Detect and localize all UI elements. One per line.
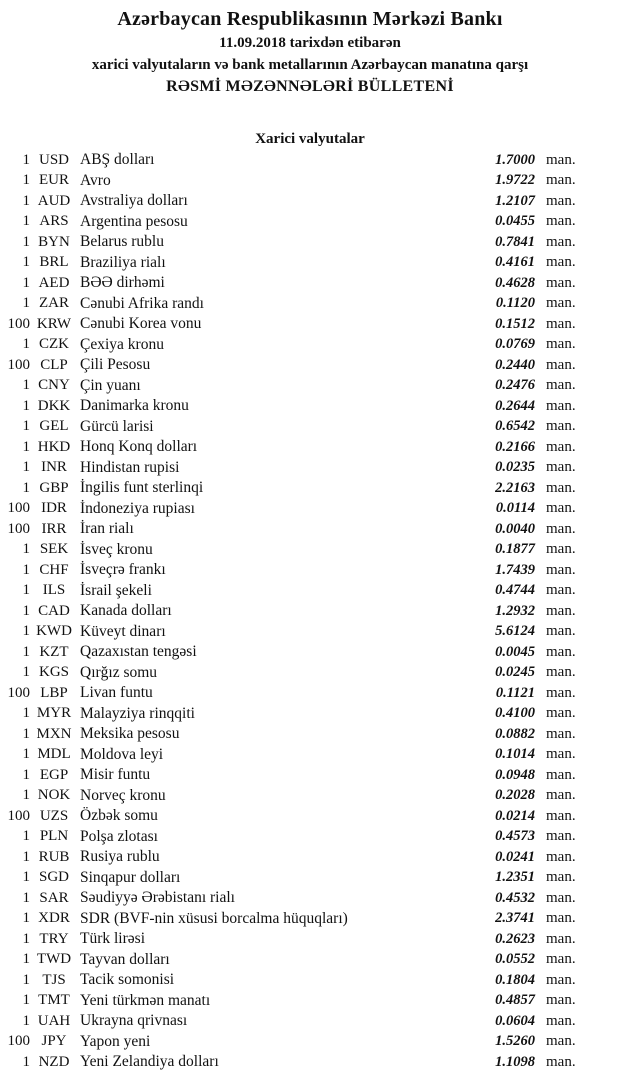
currency-unit: man. [546,725,576,742]
currency-quantity: 100 [7,356,30,373]
currency-quantity: 1 [22,910,30,927]
currency-name: Malayziya rinqqiti [80,704,195,722]
table-row [0,642,620,663]
currency-quantity: 1 [22,582,30,599]
currency-rate: 0.0245 [495,664,535,681]
currency-unit: man. [546,623,576,640]
bank-name: Azərbaycan Respublikasının Mərkəzi Bankı [117,8,503,30]
currency-quantity: 1 [22,992,30,1009]
currency-unit: man. [546,561,576,578]
currency-code: CHF [39,561,69,578]
table-row [0,314,620,335]
currency-code: UZS [39,807,69,824]
currency-name: Gürcü larisi [80,417,154,435]
currency-unit: man. [546,1012,576,1029]
table-row [0,273,620,294]
currency-name: Meksika pesosu [80,725,180,743]
currency-unit: man. [546,807,576,824]
currency-name: Ukrayna qrivnası [80,1012,188,1030]
currency-name: Cənubi Afrika randı [80,294,204,312]
currency-code: EGP [39,766,69,783]
currency-code: NZD [38,1053,70,1070]
currency-rate: 0.0604 [495,1012,535,1029]
currency-name: Türk lirəsi [80,930,145,948]
table-row [0,560,620,581]
bulletin-title: RƏSMİ MƏZƏNNƏLƏRİ BÜLLETENİ [166,78,454,95]
currency-rate: 0.0235 [495,459,535,476]
currency-code: SEK [39,541,69,558]
currency-rate: 0.0040 [495,520,535,537]
currency-rate: 0.2476 [495,377,535,394]
currency-rate: 5.6124 [495,623,535,640]
currency-unit: man. [546,274,576,291]
table-row [0,991,620,1012]
currency-name: Sinqapur dolları [80,868,181,886]
currency-unit: man. [546,438,576,455]
currency-rate: 0.0948 [495,766,535,783]
currency-rate: 0.1804 [495,971,535,988]
currency-unit: man. [546,377,576,394]
currency-code: KWD [36,623,72,640]
currency-unit: man. [546,930,576,947]
currency-quantity: 1 [22,274,30,291]
currency-name: SDR (BVF-nin xüsusi borcalma hüquqları) [80,909,348,927]
currency-rate: 1.5260 [495,1033,535,1050]
currency-name: İsveç kronu [80,540,153,558]
table-row [0,478,620,499]
table-row [0,909,620,930]
currency-rate: 2.3741 [495,910,535,927]
currency-quantity: 1 [22,151,30,168]
currency-name: Braziliya rialı [80,253,166,271]
currency-code: IRR [41,520,67,537]
currency-code: LBP [40,684,68,701]
currency-unit: man. [546,746,576,763]
currency-name: Kanada dolları [80,602,172,620]
currency-quantity: 100 [7,684,30,701]
currency-quantity: 1 [22,213,30,230]
currency-rate: 1.1098 [495,1053,535,1070]
currency-code: INR [41,459,67,476]
currency-code: USD [38,151,69,168]
currency-name: İngilis funt sterlinqi [80,479,204,497]
currency-rate: 0.4628 [495,274,535,291]
currency-unit: man. [546,151,576,168]
currency-name: Moldova leyi [80,745,164,763]
table-row [0,847,620,868]
currency-unit: man. [546,848,576,865]
table-row [0,437,620,458]
currency-quantity: 1 [22,172,30,189]
table-row [0,458,620,479]
currency-quantity: 1 [22,746,30,763]
currency-name: Tacik somonisi [80,971,175,989]
currency-unit: man. [546,213,576,230]
currency-unit: man. [546,356,576,373]
currency-code: IDR [41,500,67,517]
currency-code: ARS [39,213,69,230]
currency-unit: man. [546,684,576,701]
currency-code: MYR [36,705,72,722]
currency-unit: man. [546,520,576,537]
currency-rate: 0.4857 [495,992,535,1009]
currency-quantity: 100 [7,315,30,332]
currency-quantity: 1 [22,766,30,783]
currency-rate: 2.2163 [495,479,535,496]
table-row [0,622,620,643]
currency-code: TWD [36,951,72,968]
currency-name: İsrail şekeli [80,581,152,599]
currency-code: PLN [39,828,69,845]
currency-unit: man. [546,951,576,968]
currency-name: Misir funtu [80,766,151,784]
currency-name: Səudiyyə Ərəbistanı rialı [80,889,235,907]
currency-rate: 0.4744 [495,582,535,599]
currency-quantity: 1 [22,377,30,394]
currency-rate: 0.2028 [495,787,535,804]
currency-rate: 0.0241 [495,848,535,865]
table-row [0,212,620,233]
currency-rate: 0.6542 [495,418,535,435]
currency-name: Rusiya rublu [80,848,160,866]
currency-quantity: 1 [22,643,30,660]
currency-unit: man. [546,479,576,496]
currency-rate: 0.0214 [495,807,535,824]
table-row [0,335,620,356]
currency-quantity: 100 [7,807,30,824]
currency-name: Yapon yeni [80,1032,151,1050]
currency-code: MDL [37,746,71,763]
currency-unit: man. [546,192,576,209]
currency-quantity: 1 [22,848,30,865]
currency-name: Yeni Zelandiya dolları [80,1053,219,1071]
table-row [0,704,620,725]
table-row [0,150,620,171]
currency-quantity: 1 [22,438,30,455]
currency-name: Qırğız somu [80,663,158,681]
currency-rate: 0.0882 [495,725,535,742]
table-row [0,171,620,192]
currency-rate: 0.4161 [495,254,535,271]
currency-rate: 1.7439 [495,561,535,578]
currency-name: BƏƏ dirhəmi [80,274,165,292]
table-row [0,581,620,602]
currency-quantity: 1 [22,295,30,312]
currency-name: Avro [80,171,111,189]
currency-unit: man. [546,233,576,250]
currency-quantity: 100 [7,1033,30,1050]
table-row [0,868,620,889]
currency-code: KGS [38,664,69,681]
currency-name: Norveç kronu [80,786,166,804]
currency-quantity: 1 [22,623,30,640]
currency-rate: 0.1512 [495,315,535,332]
currency-name: Tayvan dolları [80,950,170,968]
currency-quantity: 1 [22,889,30,906]
currency-name: İran rialı [80,520,134,538]
currency-unit: man. [546,1053,576,1070]
currency-rate: 0.1877 [495,541,535,558]
currency-rate: 0.2623 [495,930,535,947]
table-row [0,417,620,438]
currency-quantity: 1 [22,479,30,496]
currency-unit: man. [546,254,576,271]
currency-quantity: 1 [22,828,30,845]
currency-code: NOK [37,787,71,804]
currency-quantity: 1 [22,971,30,988]
currency-name: Avstraliya dolları [80,192,188,210]
currency-quantity: 1 [22,787,30,804]
currency-name: Qazaxıstan tengəsi [80,643,197,661]
currency-name: ABŞ dolları [80,151,155,169]
currency-code: KZT [39,643,69,660]
currency-rate: 0.1121 [495,684,535,701]
currency-code: GBP [39,479,69,496]
table-row [0,1032,620,1053]
currency-name: Çili Pesosu [80,356,151,374]
currency-unit: man. [546,889,576,906]
currency-name: Hindistan rupisi [80,458,180,476]
table-row [0,683,620,704]
currency-code: CLP [40,356,68,373]
table-row [0,294,620,315]
currency-code: UAH [37,1012,71,1029]
currency-quantity: 1 [22,418,30,435]
currency-unit: man. [546,397,576,414]
currency-unit: man. [546,992,576,1009]
currency-code: ZAR [39,295,69,312]
currency-unit: man. [546,869,576,886]
table-row [0,499,620,520]
currency-rate: 1.9722 [495,172,535,189]
currency-quantity: 1 [22,869,30,886]
currency-quantity: 1 [22,397,30,414]
currency-code: KRW [36,315,72,332]
table-row [0,745,620,766]
currency-rate: 0.4532 [495,889,535,906]
currency-quantity: 1 [22,192,30,209]
currency-rate: 0.1014 [495,746,535,763]
table-row [0,724,620,745]
currency-code: DKK [37,397,71,414]
currency-name: Honq Konq dolları [80,438,198,456]
table-row [0,376,620,397]
currency-unit: man. [546,315,576,332]
currency-rate: 0.1120 [495,295,535,312]
currency-rate: 0.0552 [495,951,535,968]
bulletin-subtitle: xarici valyutaların və bank metallarının Azərbaycan manatına qarşı [91,57,529,73]
table-row [0,540,620,561]
currency-code: MXN [36,725,72,742]
currency-name: İsveçrə frankı [80,561,166,579]
rates-table [0,150,620,1073]
currency-unit: man. [546,1033,576,1050]
currency-quantity: 1 [22,1053,30,1070]
currency-rate: 0.4573 [495,828,535,845]
table-row [0,191,620,212]
currency-quantity: 1 [22,561,30,578]
currency-quantity: 1 [22,725,30,742]
currency-unit: man. [546,500,576,517]
currency-unit: man. [546,664,576,681]
table-row [0,950,620,971]
currency-quantity: 1 [22,336,30,353]
currency-code: EUR [39,172,69,189]
currency-code: RUB [38,848,70,865]
currency-unit: man. [546,602,576,619]
currency-rate: 1.2351 [495,869,535,886]
currency-unit: man. [546,172,576,189]
table-row [0,888,620,909]
table-row [0,786,620,807]
table-row [0,929,620,950]
table-row [0,601,620,622]
currency-code: JPY [41,1033,67,1050]
currency-name: Belarus rublu [80,233,164,251]
currency-quantity: 100 [7,500,30,517]
currency-code: ILS [42,582,66,599]
currency-rate: 1.2107 [495,192,535,209]
currency-quantity: 1 [22,1012,30,1029]
currency-unit: man. [546,910,576,927]
currency-code: HKD [37,438,71,455]
currency-rate: 0.0045 [495,643,535,660]
currency-unit: man. [546,295,576,312]
currency-quantity: 100 [7,520,30,537]
currency-name: Çin yuanı [80,376,141,394]
currency-code: AUD [37,192,71,209]
currency-quantity: 1 [22,541,30,558]
currency-quantity: 1 [22,233,30,250]
table-row [0,1011,620,1032]
currency-unit: man. [546,643,576,660]
currency-quantity: 1 [22,930,30,947]
currency-unit: man. [546,705,576,722]
table-row [0,806,620,827]
currency-name: Çexiya kronu [80,335,164,353]
section-title-foreign-currencies: Xarici valyutalar [255,131,365,147]
table-row [0,232,620,253]
currency-code: CAD [38,602,70,619]
currency-code: BYN [38,233,70,250]
table-row [0,519,620,540]
currency-rate: 0.0114 [495,500,535,517]
currency-rate: 1.7000 [495,151,535,168]
currency-quantity: 1 [22,254,30,271]
currency-unit: man. [546,582,576,599]
currency-rate: 1.2932 [495,602,535,619]
table-row [0,765,620,786]
currency-quantity: 1 [22,705,30,722]
currency-rate: 0.4100 [495,705,535,722]
currency-unit: man. [546,541,576,558]
currency-name: Küveyt dinarı [80,622,166,640]
currency-code: CNY [38,377,70,394]
currency-code: SAR [39,889,69,906]
currency-code: XDR [38,910,70,927]
table-row [0,663,620,684]
currency-unit: man. [546,971,576,988]
currency-unit: man. [546,336,576,353]
currency-name: Cənubi Korea vonu [80,315,202,333]
currency-rate: 0.2440 [495,356,535,373]
currency-code: SGD [38,869,69,886]
currency-code: TJS [42,971,66,988]
currency-name: Danimarka kronu [80,397,189,415]
table-row [0,827,620,848]
table-row [0,396,620,417]
currency-name: Livan funtu [80,684,153,702]
currency-name: Yeni türkmən manatı [80,991,211,1009]
effective-date: 11.09.2018 tarixdən etibarən [219,35,401,51]
currency-code: CZK [39,336,69,353]
table-row [0,253,620,274]
currency-unit: man. [546,459,576,476]
currency-code: BRL [39,254,69,271]
currency-unit: man. [546,828,576,845]
currency-name: İndoneziya rupiası [80,499,195,517]
currency-quantity: 1 [22,602,30,619]
table-row [0,355,620,376]
currency-name: Özbək somu [80,807,158,825]
currency-code: GEL [39,418,69,435]
currency-rate: 0.0769 [495,336,535,353]
currency-name: Argentina pesosu [80,212,188,230]
currency-quantity: 1 [22,951,30,968]
table-row [0,970,620,991]
currency-quantity: 1 [22,459,30,476]
currency-quantity: 1 [22,664,30,681]
currency-rate: 0.2166 [495,438,535,455]
table-row [0,1052,620,1073]
currency-rate: 0.0455 [495,213,535,230]
currency-name: Polşa zlotası [80,827,158,845]
currency-unit: man. [546,787,576,804]
currency-rate: 0.7841 [495,233,535,250]
currency-rate: 0.2644 [495,397,535,414]
currency-code: TMT [38,992,70,1009]
currency-code: AED [38,274,70,291]
currency-code: TRY [39,930,69,947]
currency-unit: man. [546,766,576,783]
currency-unit: man. [546,418,576,435]
